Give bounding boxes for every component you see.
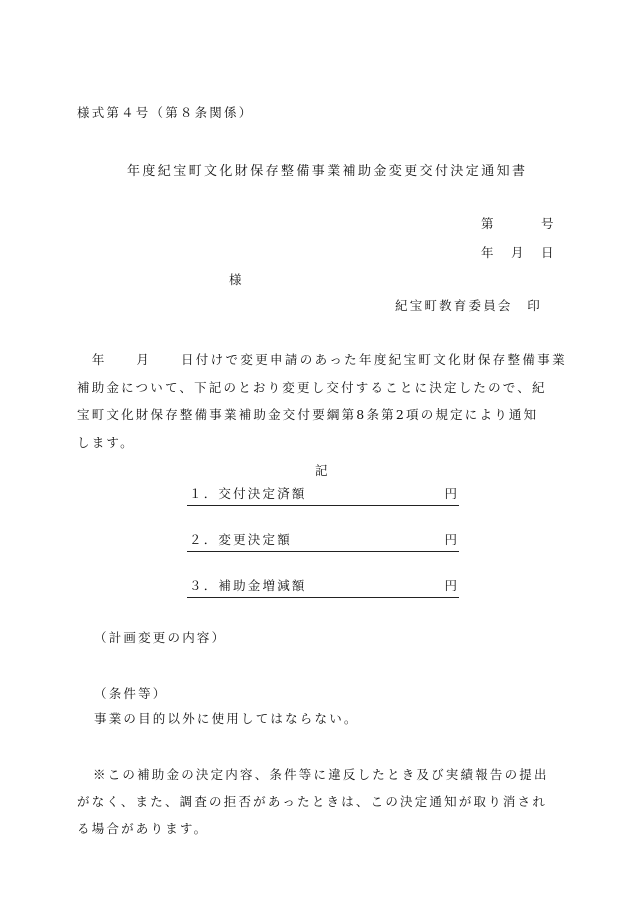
document-title: 年度紀宝町文化財保存整備事業補助金変更交付決定通知書	[127, 164, 528, 179]
body-line: 補助金について、下記のとおり変更し交付することに決定したので、紀	[77, 380, 547, 395]
amount-item-label: ２．変更決定額	[189, 532, 292, 547]
note-line: る場合があります。	[77, 821, 209, 836]
plan-change-heading: （計画変更の内容）	[94, 630, 227, 645]
note-line: ※この補助金の決定内容、条件等に違反したとき及び実績報告の提出	[93, 767, 549, 782]
ki-heading: 記	[315, 463, 330, 478]
addressee-suffix: 様	[229, 272, 244, 287]
number-label-dai: 第	[481, 216, 496, 231]
date-day: 日	[541, 245, 556, 260]
body-line: します。	[77, 435, 135, 450]
amount-item-changed	[187, 531, 459, 552]
amount-item-issued	[187, 485, 459, 506]
yen-unit: 円	[444, 486, 457, 501]
body-line: 宝町文化財保存整備事業補助金交付要綱第8条第2項の規定により通知	[77, 407, 539, 422]
yen-unit: 円	[444, 578, 457, 593]
body-line: 年 月 日付けで変更申請のあった年度紀宝町文化財保存整備事業	[77, 352, 567, 367]
condition-text: 事業の目的以外に使用してはならない。	[94, 711, 359, 726]
number-label-go: 号	[541, 216, 556, 231]
amount-item-label: １．交付決定済額	[189, 486, 307, 501]
form-number: 様式第４号（第８条関係）	[77, 105, 254, 120]
amount-item-difference	[187, 577, 459, 598]
conditions-heading: （条件等）	[94, 686, 168, 701]
issuer: 紀宝町教育委員会 印	[395, 298, 543, 313]
date-year: 年	[481, 245, 496, 260]
note-line: がなく、また、調査の拒否があったときは、この決定通知が取り消され	[77, 794, 548, 809]
amount-item-label: ３．補助金増減額	[189, 578, 307, 593]
yen-unit: 円	[444, 532, 457, 547]
date-month: 月	[511, 245, 526, 260]
